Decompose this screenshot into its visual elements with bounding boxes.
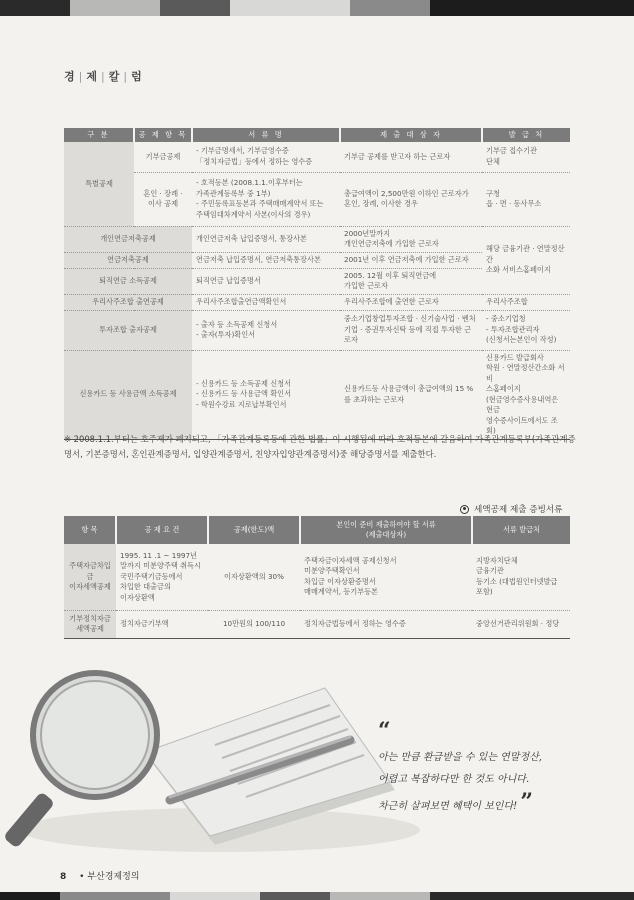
documents-cell: 우리사주조합출연금액확인서 <box>192 294 340 310</box>
item-cell: 투자조합 출자공제 <box>64 310 192 350</box>
target-cell: 총급여액이 2,500만원 이하인 근로자가 혼인, 장례, 이사한 경우 <box>340 172 482 226</box>
issuer-cell: 중앙선거관리위원회 · 정당 <box>472 610 570 638</box>
item-cell: 우리사주조합 출연공제 <box>64 294 192 310</box>
publication-name: 부산경제정의 <box>87 872 140 882</box>
tax-credit-documents-table <box>64 516 570 639</box>
close-quote-mark: ” <box>520 789 533 815</box>
item-cell: 혼인 · 장례 · 이사 공제 <box>134 172 192 226</box>
header-issuer: 발 급 처 <box>482 128 570 142</box>
header-documents: 서 류 명 <box>192 128 340 142</box>
top-color-bar <box>0 0 634 16</box>
documents-cell: - 기부금명세서, 기부금영수증 「정치자금법」등에서 정하는 영수증 <box>192 142 340 172</box>
amount-cell: 이자상환액의 30% <box>208 544 300 610</box>
header-category: 구 분 <box>64 128 134 142</box>
issuer-cell: - 중소기업청 - 투자조합관리자 (신청서는본인이 작성) <box>482 310 570 350</box>
header-target: 제 출 대 상 자 <box>340 128 482 142</box>
documents-cell: 개인연금저축 납입증명서, 통장사본 <box>192 226 340 252</box>
footer-bullet: • <box>79 872 85 882</box>
bottom-color-bar <box>0 892 634 900</box>
target-cell: 2001년 이후 연금저축에 가입한 근로자 <box>340 252 482 268</box>
issuer-cell: 우리사주조합 <box>482 294 570 310</box>
header-item: 공 제 항 목 <box>134 128 192 142</box>
item-cell: 퇴직연금 소득공제 <box>64 268 192 294</box>
item-cell: 기부금공제 <box>134 142 192 172</box>
header-item: 항 목 <box>64 516 116 544</box>
item-cell: 기부정치자금 세액공제 <box>64 610 116 638</box>
section-label: 경 | 제 | 칼 | 럼 <box>64 70 143 83</box>
item-cell: 신용카드 등 사용금액 소득공제 <box>64 350 192 439</box>
table-row <box>64 294 570 310</box>
pull-quote <box>378 720 578 818</box>
table-row <box>64 350 570 439</box>
quote-line: 어렵고 복잡하다만 한 것도 아니다. <box>378 774 530 785</box>
target-cell: 중소기업창업투자조합 · 신기술사업 · 벤처 기업 · 증권투자신탁 등에 직접 투자한 근 로자 <box>340 310 482 350</box>
tax-credit-heading <box>460 503 562 515</box>
issuer-cell: 지방자치단체 금융기관 등기소 (대법원인터넷발급 포함) <box>472 544 570 610</box>
deduction-documents-table <box>64 128 570 440</box>
documents-cell: 퇴직연금 납입증명서 <box>192 268 340 294</box>
table-row <box>64 310 570 350</box>
header-amount: 공제(한도)액 <box>208 516 300 544</box>
table-header-row <box>64 516 570 544</box>
page-number: 8 <box>60 872 67 882</box>
issuer-cell: 구청 읍 · 면 · 동사무소 <box>482 172 570 226</box>
table-row <box>64 142 570 172</box>
requirement-cell: 정치자금기부액 <box>116 610 208 638</box>
documents-cell: - 호적등본 (2008.1.1.이후부터는 가족관계등록부 중 1부) - 주민등록표등본과 주택매매계약서 또는 주택임대차계약서 사본(이사의 경우) <box>192 172 340 226</box>
item-cell: 연금저축공제 <box>64 252 192 268</box>
bullet-icon <box>460 505 469 514</box>
page-footer <box>60 869 140 882</box>
target-cell: 2000년말까지 개인연금저축에 가입한 근로자 <box>340 226 482 252</box>
item-cell: 개인연금저축공제 <box>64 226 192 252</box>
requirement-cell: 1995. 11 .1 ~ 1997년 말까지 미분양주택 취득시 국민주택기금등에서 차입한 대출금의 이자상환액 <box>116 544 208 610</box>
header-issuer: 서류 발급처 <box>472 516 570 544</box>
documents-cell: 연금저축 납입증명서, 연금저축통장사본 <box>192 252 340 268</box>
item-cell: 주택자금차입금 이자세액공제 <box>64 544 116 610</box>
quote-line: 아는 만큼 환급받을 수 있는 연말정산, <box>378 752 542 763</box>
documents-cell: - 출자 등 소득공제 신청서 - 출자(투자)확인서 <box>192 310 340 350</box>
amount-cell: 10만원의 100/110 <box>208 610 300 638</box>
issuer-cell: 해당 금융기관 · 연말정산간 소화 서비스홈페이지 <box>482 226 570 294</box>
quote-line: 차근히 살펴보면 혜택이 보인다! <box>378 801 518 812</box>
tax-credit-heading-label: 세액공제 제출 증빙서류 <box>474 505 563 515</box>
documents-cell: - 신용카드 등 소득공제 신청서 - 신용카드 등 사용금액 확인서 - 학원수강료 지로납부확인서 <box>192 350 340 439</box>
target-cell: 2005. 12월 이후 퇴직연금에 가입한 근로자 <box>340 268 482 294</box>
documents-cell: 정치자금법등에서 정하는 영수증 <box>300 610 472 638</box>
header-requirement: 공 제 요 건 <box>116 516 208 544</box>
category-cell: 특별공제 <box>64 142 134 226</box>
table-row <box>64 544 570 610</box>
issuer-cell: 신용카드 발급회사 학원 · 연말정산간소화 서비 스홈페이지 (현금영수증사용내역은 현금 영수증사이트에서도 조회) <box>482 350 570 439</box>
target-cell: 신용카드등 사용금액이 총급여액의 15 % 를 초과하는 근로자 <box>340 350 482 439</box>
issuer-cell: 기부금 접수기관 단체 <box>482 142 570 172</box>
header-documents: 본인이 준비 제출하여야 할 서류 (제출대상자) <box>300 516 472 544</box>
open-quote-mark: “ <box>378 718 391 744</box>
table-row <box>64 610 570 638</box>
table-row <box>64 172 570 226</box>
target-cell: 우리사주조합에 출연한 근로자 <box>340 294 482 310</box>
family-registry-note: ※ 2008.1.1.부터는 호주제가 폐지되고, 「가족관계등록등에 관한 법률」이 시행됨에 따라 호적등본에 갈음하여 가족관계등록부(가족관계증명서, 기본증명서, 혼인관계증명서, 입양관계증명서, 친양자입양관계증명서)중 해당증명서를 제출한다. <box>64 434 576 459</box>
table-header-row <box>64 128 570 142</box>
documents-cell: 주택자금이자세액 공제신청서 미분양주택확인서 차입금 이자상환증명서 매매계약서, 등기부등본 <box>300 544 472 610</box>
target-cell: 기부금 공제를 받고자 하는 근로자 <box>340 142 482 172</box>
table-row <box>64 226 570 252</box>
